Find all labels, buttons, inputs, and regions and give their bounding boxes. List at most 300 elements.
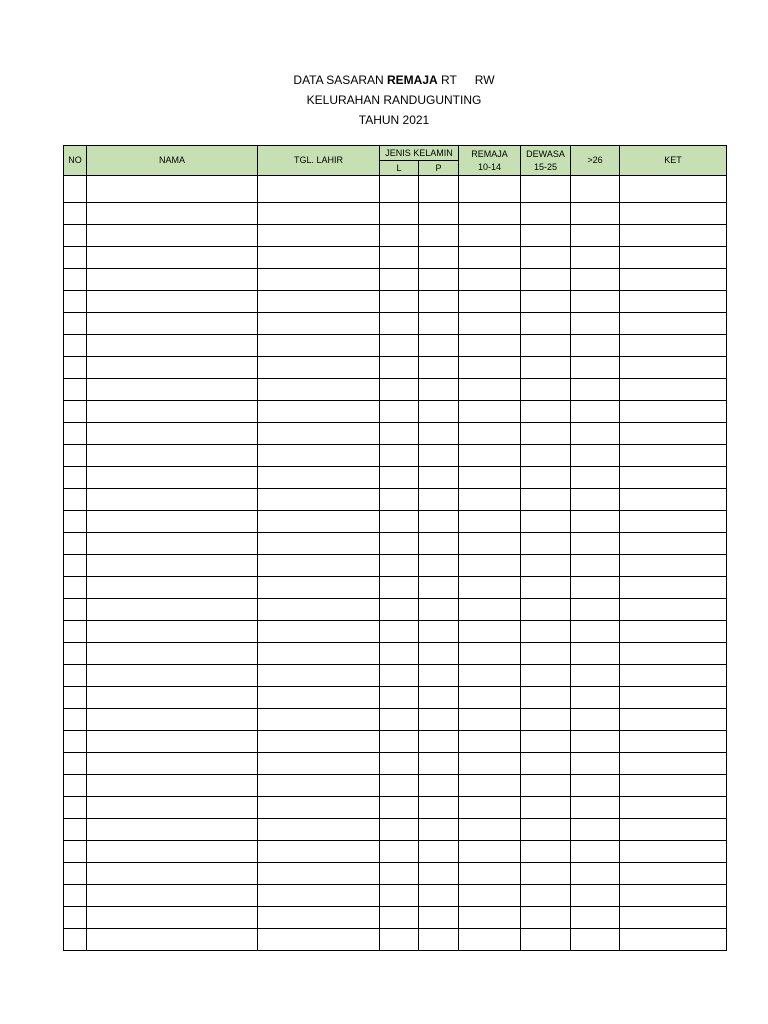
table-cell[interactable] — [64, 555, 87, 577]
table-cell[interactable] — [258, 885, 380, 907]
table-cell[interactable] — [64, 247, 87, 269]
table-cell[interactable] — [64, 819, 87, 841]
table-cell[interactable] — [258, 423, 380, 445]
table-cell[interactable] — [87, 555, 258, 577]
table-cell[interactable] — [521, 709, 571, 731]
table-cell[interactable] — [64, 709, 87, 731]
table-cell[interactable] — [380, 225, 419, 247]
table-cell[interactable] — [64, 533, 87, 555]
table-cell[interactable] — [419, 313, 459, 335]
table-cell[interactable] — [258, 335, 380, 357]
table-cell[interactable] — [571, 555, 620, 577]
table-cell[interactable] — [258, 555, 380, 577]
table-cell[interactable] — [620, 863, 727, 885]
table-cell[interactable] — [87, 731, 258, 753]
table-cell[interactable] — [521, 643, 571, 665]
table-cell[interactable] — [620, 687, 727, 709]
table-cell[interactable] — [571, 797, 620, 819]
table-cell[interactable] — [571, 445, 620, 467]
table-cell[interactable] — [64, 929, 87, 951]
table-cell[interactable] — [87, 401, 258, 423]
table-cell[interactable] — [87, 907, 258, 929]
table-cell[interactable] — [521, 621, 571, 643]
table-cell[interactable] — [64, 687, 87, 709]
table-cell[interactable] — [419, 203, 459, 225]
table-cell[interactable] — [87, 335, 258, 357]
table-cell[interactable] — [620, 313, 727, 335]
table-cell[interactable] — [571, 225, 620, 247]
table-cell[interactable] — [571, 203, 620, 225]
table-cell[interactable] — [571, 533, 620, 555]
table-cell[interactable] — [620, 885, 727, 907]
table-cell[interactable] — [571, 819, 620, 841]
table-cell[interactable] — [620, 577, 727, 599]
table-cell[interactable] — [380, 291, 419, 313]
table-cell[interactable] — [87, 599, 258, 621]
table-cell[interactable] — [87, 423, 258, 445]
table-cell[interactable] — [459, 225, 521, 247]
table-cell[interactable] — [87, 291, 258, 313]
table-cell[interactable] — [258, 533, 380, 555]
table-cell[interactable] — [64, 885, 87, 907]
table-cell[interactable] — [87, 665, 258, 687]
table-cell[interactable] — [459, 291, 521, 313]
table-cell[interactable] — [380, 775, 419, 797]
table-cell[interactable] — [459, 489, 521, 511]
table-cell[interactable] — [459, 841, 521, 863]
table-cell[interactable] — [258, 753, 380, 775]
table-cell[interactable] — [459, 753, 521, 775]
table-cell[interactable] — [380, 841, 419, 863]
table-cell[interactable] — [571, 176, 620, 203]
table-cell[interactable] — [380, 247, 419, 269]
table-cell[interactable] — [620, 775, 727, 797]
table-cell[interactable] — [380, 313, 419, 335]
table-cell[interactable] — [258, 907, 380, 929]
table-cell[interactable] — [380, 423, 419, 445]
table-cell[interactable] — [87, 577, 258, 599]
table-cell[interactable] — [459, 907, 521, 929]
table-cell[interactable] — [521, 467, 571, 489]
table-cell[interactable] — [620, 291, 727, 313]
table-cell[interactable] — [620, 379, 727, 401]
table-cell[interactable] — [64, 357, 87, 379]
table-cell[interactable] — [620, 445, 727, 467]
table-cell[interactable] — [87, 467, 258, 489]
table-cell[interactable] — [258, 467, 380, 489]
table-cell[interactable] — [258, 819, 380, 841]
table-cell[interactable] — [87, 269, 258, 291]
table-cell[interactable] — [258, 203, 380, 225]
table-cell[interactable] — [87, 885, 258, 907]
table-cell[interactable] — [64, 599, 87, 621]
table-cell[interactable] — [459, 599, 521, 621]
table-cell[interactable] — [258, 709, 380, 731]
table-cell[interactable] — [521, 555, 571, 577]
table-cell[interactable] — [419, 511, 459, 533]
table-cell[interactable] — [571, 621, 620, 643]
table-cell[interactable] — [258, 577, 380, 599]
table-cell[interactable] — [380, 203, 419, 225]
table-cell[interactable] — [87, 225, 258, 247]
table-cell[interactable] — [620, 203, 727, 225]
table-cell[interactable] — [87, 753, 258, 775]
table-cell[interactable] — [459, 203, 521, 225]
table-cell[interactable] — [571, 599, 620, 621]
table-cell[interactable] — [459, 176, 521, 203]
table-cell[interactable] — [521, 335, 571, 357]
table-cell[interactable] — [380, 357, 419, 379]
table-cell[interactable] — [571, 577, 620, 599]
table-cell[interactable] — [419, 599, 459, 621]
table-cell[interactable] — [459, 379, 521, 401]
table-cell[interactable] — [459, 401, 521, 423]
table-cell[interactable] — [521, 423, 571, 445]
table-cell[interactable] — [380, 665, 419, 687]
table-cell[interactable] — [419, 687, 459, 709]
table-cell[interactable] — [87, 533, 258, 555]
table-cell[interactable] — [64, 313, 87, 335]
table-cell[interactable] — [380, 797, 419, 819]
table-cell[interactable] — [380, 489, 419, 511]
table-cell[interactable] — [521, 753, 571, 775]
table-cell[interactable] — [419, 335, 459, 357]
table-cell[interactable] — [521, 841, 571, 863]
table-cell[interactable] — [380, 929, 419, 951]
table-cell[interactable] — [64, 907, 87, 929]
table-cell[interactable] — [419, 467, 459, 489]
table-cell[interactable] — [620, 753, 727, 775]
table-cell[interactable] — [521, 599, 571, 621]
table-cell[interactable] — [521, 176, 571, 203]
table-cell[interactable] — [64, 863, 87, 885]
table-cell[interactable] — [419, 665, 459, 687]
table-cell[interactable] — [64, 731, 87, 753]
table-cell[interactable] — [571, 775, 620, 797]
table-cell[interactable] — [380, 731, 419, 753]
table-cell[interactable] — [521, 687, 571, 709]
table-cell[interactable] — [258, 445, 380, 467]
table-cell[interactable] — [64, 335, 87, 357]
table-cell[interactable] — [571, 291, 620, 313]
table-cell[interactable] — [571, 731, 620, 753]
table-cell[interactable] — [419, 797, 459, 819]
table-cell[interactable] — [64, 841, 87, 863]
table-cell[interactable] — [571, 401, 620, 423]
table-cell[interactable] — [571, 247, 620, 269]
table-cell[interactable] — [380, 445, 419, 467]
table-cell[interactable] — [620, 599, 727, 621]
table-cell[interactable] — [380, 709, 419, 731]
table-cell[interactable] — [419, 489, 459, 511]
table-cell[interactable] — [258, 511, 380, 533]
table-cell[interactable] — [87, 511, 258, 533]
table-cell[interactable] — [380, 467, 419, 489]
table-cell[interactable] — [258, 291, 380, 313]
table-cell[interactable] — [258, 863, 380, 885]
table-cell[interactable] — [459, 467, 521, 489]
table-cell[interactable] — [380, 577, 419, 599]
table-cell[interactable] — [571, 863, 620, 885]
table-cell[interactable] — [459, 863, 521, 885]
table-cell[interactable] — [571, 313, 620, 335]
table-cell[interactable] — [64, 423, 87, 445]
table-cell[interactable] — [87, 489, 258, 511]
table-cell[interactable] — [258, 731, 380, 753]
table-cell[interactable] — [571, 423, 620, 445]
table-cell[interactable] — [258, 247, 380, 269]
table-cell[interactable] — [620, 269, 727, 291]
table-cell[interactable] — [620, 555, 727, 577]
table-cell[interactable] — [459, 577, 521, 599]
table-cell[interactable] — [258, 687, 380, 709]
table-cell[interactable] — [521, 203, 571, 225]
table-cell[interactable] — [459, 357, 521, 379]
table-cell[interactable] — [620, 621, 727, 643]
table-cell[interactable] — [258, 225, 380, 247]
table-cell[interactable] — [571, 907, 620, 929]
table-cell[interactable] — [87, 775, 258, 797]
table-cell[interactable] — [419, 423, 459, 445]
table-cell[interactable] — [521, 247, 571, 269]
table-cell[interactable] — [521, 533, 571, 555]
table-cell[interactable] — [571, 489, 620, 511]
table-cell[interactable] — [571, 885, 620, 907]
table-cell[interactable] — [419, 775, 459, 797]
table-cell[interactable] — [521, 863, 571, 885]
table-cell[interactable] — [419, 929, 459, 951]
table-cell[interactable] — [620, 929, 727, 951]
table-cell[interactable] — [419, 819, 459, 841]
table-cell[interactable] — [620, 225, 727, 247]
table-cell[interactable] — [380, 511, 419, 533]
table-cell[interactable] — [87, 313, 258, 335]
table-cell[interactable] — [87, 247, 258, 269]
table-cell[interactable] — [64, 467, 87, 489]
table-cell[interactable] — [620, 467, 727, 489]
table-cell[interactable] — [620, 643, 727, 665]
table-cell[interactable] — [380, 555, 419, 577]
table-cell[interactable] — [459, 621, 521, 643]
table-cell[interactable] — [419, 885, 459, 907]
table-cell[interactable] — [571, 929, 620, 951]
table-cell[interactable] — [521, 731, 571, 753]
table-cell[interactable] — [258, 401, 380, 423]
table-cell[interactable] — [87, 709, 258, 731]
table-cell[interactable] — [459, 423, 521, 445]
table-cell[interactable] — [419, 291, 459, 313]
table-cell[interactable] — [419, 445, 459, 467]
table-cell[interactable] — [87, 643, 258, 665]
table-cell[interactable] — [258, 269, 380, 291]
table-cell[interactable] — [459, 929, 521, 951]
table-cell[interactable] — [620, 247, 727, 269]
table-cell[interactable] — [620, 357, 727, 379]
table-cell[interactable] — [87, 176, 258, 203]
table-cell[interactable] — [380, 643, 419, 665]
table-cell[interactable] — [258, 599, 380, 621]
table-cell[interactable] — [521, 269, 571, 291]
table-cell[interactable] — [419, 643, 459, 665]
table-cell[interactable] — [64, 577, 87, 599]
table-cell[interactable] — [521, 313, 571, 335]
table-cell[interactable] — [419, 907, 459, 929]
table-cell[interactable] — [380, 907, 419, 929]
table-cell[interactable] — [459, 775, 521, 797]
table-cell[interactable] — [258, 621, 380, 643]
table-cell[interactable] — [620, 797, 727, 819]
table-cell[interactable] — [419, 863, 459, 885]
table-cell[interactable] — [258, 841, 380, 863]
table-cell[interactable] — [64, 621, 87, 643]
table-cell[interactable] — [64, 445, 87, 467]
table-cell[interactable] — [571, 357, 620, 379]
table-cell[interactable] — [258, 929, 380, 951]
table-cell[interactable] — [64, 775, 87, 797]
table-cell[interactable] — [521, 379, 571, 401]
table-cell[interactable] — [459, 555, 521, 577]
table-cell[interactable] — [87, 379, 258, 401]
table-cell[interactable] — [521, 577, 571, 599]
table-cell[interactable] — [419, 247, 459, 269]
table-cell[interactable] — [258, 379, 380, 401]
table-cell[interactable] — [521, 511, 571, 533]
table-cell[interactable] — [419, 269, 459, 291]
table-cell[interactable] — [459, 687, 521, 709]
table-cell[interactable] — [258, 665, 380, 687]
table-cell[interactable] — [620, 489, 727, 511]
table-cell[interactable] — [87, 819, 258, 841]
table-cell[interactable] — [419, 176, 459, 203]
table-cell[interactable] — [571, 687, 620, 709]
table-cell[interactable] — [620, 665, 727, 687]
table-cell[interactable] — [258, 313, 380, 335]
table-cell[interactable] — [87, 841, 258, 863]
table-cell[interactable] — [87, 357, 258, 379]
table-cell[interactable] — [459, 313, 521, 335]
table-cell[interactable] — [419, 709, 459, 731]
table-cell[interactable] — [64, 511, 87, 533]
table-cell[interactable] — [620, 841, 727, 863]
table-cell[interactable] — [459, 665, 521, 687]
table-cell[interactable] — [521, 819, 571, 841]
table-cell[interactable] — [620, 401, 727, 423]
table-cell[interactable] — [459, 511, 521, 533]
table-cell[interactable] — [64, 401, 87, 423]
table-cell[interactable] — [459, 247, 521, 269]
table-cell[interactable] — [459, 643, 521, 665]
table-cell[interactable] — [258, 797, 380, 819]
table-cell[interactable] — [419, 753, 459, 775]
table-cell[interactable] — [571, 643, 620, 665]
table-cell[interactable] — [64, 203, 87, 225]
table-cell[interactable] — [87, 445, 258, 467]
table-cell[interactable] — [380, 819, 419, 841]
table-cell[interactable] — [380, 533, 419, 555]
table-cell[interactable] — [620, 907, 727, 929]
table-cell[interactable] — [521, 907, 571, 929]
table-cell[interactable] — [87, 687, 258, 709]
table-cell[interactable] — [87, 797, 258, 819]
table-cell[interactable] — [380, 401, 419, 423]
table-cell[interactable] — [459, 269, 521, 291]
table-cell[interactable] — [419, 555, 459, 577]
table-cell[interactable] — [419, 225, 459, 247]
table-cell[interactable] — [64, 643, 87, 665]
table-cell[interactable] — [419, 577, 459, 599]
table-cell[interactable] — [620, 423, 727, 445]
table-cell[interactable] — [571, 467, 620, 489]
table-cell[interactable] — [380, 269, 419, 291]
table-cell[interactable] — [258, 489, 380, 511]
table-cell[interactable] — [620, 731, 727, 753]
table-cell[interactable] — [459, 797, 521, 819]
table-cell[interactable] — [571, 335, 620, 357]
table-cell[interactable] — [380, 687, 419, 709]
table-cell[interactable] — [571, 379, 620, 401]
table-cell[interactable] — [620, 819, 727, 841]
table-cell[interactable] — [380, 885, 419, 907]
table-cell[interactable] — [380, 335, 419, 357]
table-cell[interactable] — [459, 533, 521, 555]
table-cell[interactable] — [620, 335, 727, 357]
table-cell[interactable] — [419, 357, 459, 379]
table-cell[interactable] — [87, 863, 258, 885]
table-cell[interactable] — [459, 445, 521, 467]
table-cell[interactable] — [87, 203, 258, 225]
table-cell[interactable] — [380, 379, 419, 401]
table-cell[interactable] — [459, 819, 521, 841]
table-cell[interactable] — [571, 269, 620, 291]
table-cell[interactable] — [620, 533, 727, 555]
table-cell[interactable] — [521, 885, 571, 907]
table-cell[interactable] — [419, 841, 459, 863]
table-cell[interactable] — [87, 929, 258, 951]
table-cell[interactable] — [419, 401, 459, 423]
table-cell[interactable] — [459, 335, 521, 357]
table-cell[interactable] — [571, 511, 620, 533]
table-cell[interactable] — [380, 621, 419, 643]
table-cell[interactable] — [620, 709, 727, 731]
table-cell[interactable] — [258, 357, 380, 379]
table-cell[interactable] — [521, 445, 571, 467]
table-cell[interactable] — [521, 797, 571, 819]
table-cell[interactable] — [459, 709, 521, 731]
table-cell[interactable] — [64, 225, 87, 247]
table-cell[interactable] — [571, 841, 620, 863]
table-cell[interactable] — [571, 665, 620, 687]
table-cell[interactable] — [258, 176, 380, 203]
table-cell[interactable] — [64, 489, 87, 511]
table-cell[interactable] — [521, 225, 571, 247]
table-cell[interactable] — [380, 599, 419, 621]
table-cell[interactable] — [620, 511, 727, 533]
table-cell[interactable] — [380, 863, 419, 885]
table-cell[interactable] — [459, 885, 521, 907]
table-cell[interactable] — [380, 176, 419, 203]
table-cell[interactable] — [521, 401, 571, 423]
table-cell[interactable] — [571, 709, 620, 731]
table-cell[interactable] — [64, 665, 87, 687]
table-cell[interactable] — [419, 621, 459, 643]
table-cell[interactable] — [87, 621, 258, 643]
table-cell[interactable] — [258, 775, 380, 797]
table-cell[interactable] — [419, 533, 459, 555]
table-cell[interactable] — [64, 797, 87, 819]
table-cell[interactable] — [64, 291, 87, 313]
table-cell[interactable] — [64, 176, 87, 203]
table-cell[interactable] — [521, 665, 571, 687]
